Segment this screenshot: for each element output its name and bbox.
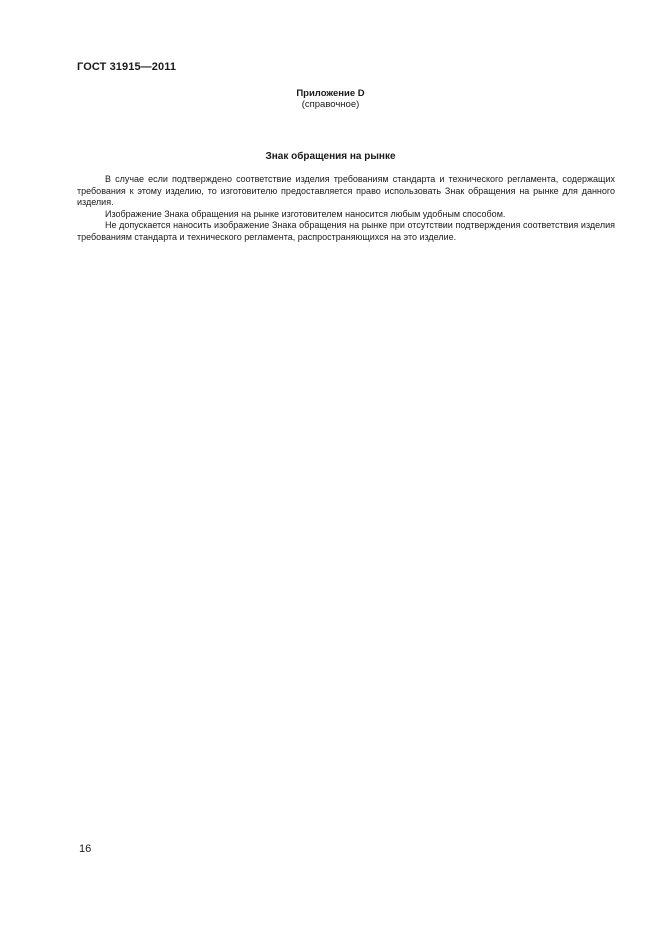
paragraph: Не допускается наносить изображение Знака обращения на рынке при отсутствии подтверждения соответствия изделия требованиям стандарта и технического регламента, распространяющихся на это изделие.	[77, 220, 615, 242]
paragraph: В случае если подтверждено соответствие изделия требованиям стандарта и технического регламента, содержащих требования к этому изделию, то изготовителю предоставляется право использовать Знак обращения на рынке для данного изделия.	[77, 174, 615, 207]
body-text	[77, 174, 615, 243]
appendix-subtitle: (справочное)	[301, 99, 360, 110]
standard-code-header: ГОСТ 31915—2011	[77, 61, 177, 73]
page-number: 16	[79, 843, 92, 855]
appendix-title: Приложение D	[296, 88, 365, 99]
paragraph: Изображение Знака обращения на рынке изготовителем наносится любым удобным способом.	[105, 208, 506, 219]
appendix-heading	[0, 88, 661, 110]
section-title: Знак обращения на рынке	[265, 151, 396, 162]
